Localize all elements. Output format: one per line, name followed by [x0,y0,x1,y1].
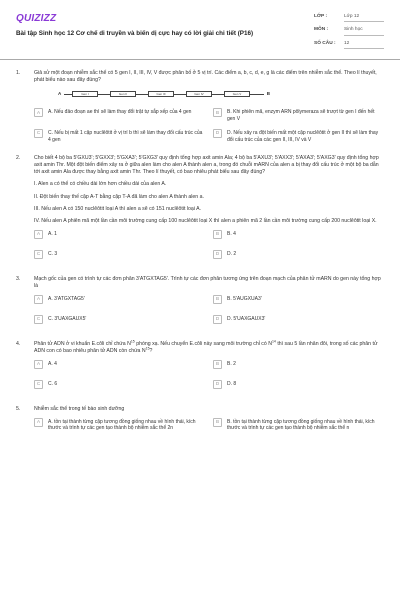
option-letter-box: B [213,418,222,427]
answer-option-a[interactable] [34,230,205,244]
question-count-label: SỐ CÂU : [314,40,336,46]
answer-option-b[interactable] [213,418,384,433]
option-letter-box: A [34,230,43,239]
question-number: 4. [16,340,21,347]
option-text: B. 4 [227,230,236,237]
answer-option-c[interactable] [34,315,205,329]
answer-options [34,230,384,264]
subject-value: Sinh học [344,27,384,35]
worksheet-title: Bài tập Sinh học 12 Cơ chế di truyền và biến dị cực hay có lời giải chi tiết (P16) [16,29,254,37]
diagram-end-right: B [266,91,270,97]
question-text: Nhiễm sắc thể trong tế bào sinh dưỡng [34,405,125,412]
statement: IV. Nếu alen A phiên mã một lần cần môi trường cung cấp 100 nuclêôtit loại X thì alen a phiên mã 2 lần cần môi trường cung cấp 200 nuclêôtit loại X. [34,217,377,224]
question-body [34,276,384,333]
statement: III. Nếu alen A có 150 nuclêôtit loại A thì alen a sẽ có 151 nuclêôtit loại A. [34,205,201,212]
class-value: Lớp 12 [344,14,384,22]
question-count-value: 12 [344,41,384,49]
diagram-end-left: A [58,91,62,97]
option-text: B. 5'AUGXUA3' [227,295,262,302]
quizizz-logo: QUIZIZZ [16,13,57,24]
answer-option-d[interactable] [213,315,384,329]
option-text: D. Nếu xảy ra đột biến mất một cặp nuclêôtit ở gen II thì sẽ làm thay đổi cấu trúc của các gen II, III, IV và V [227,129,379,143]
question-number: 1. [16,70,21,77]
option-letter-box: C [34,380,43,389]
answer-options [34,108,384,143]
option-text: C. 6 [48,380,58,387]
option-letter-box: C [34,129,43,138]
option-letter-box: C [34,250,43,259]
answer-option-d[interactable] [213,129,384,144]
question-text: Cho biết 4 bộ ba 5'GXU3'; 5'GXX3'; 5'GXA3'; 5'GXG3' quy định tổng hợp axit amin Ala; 4 bộ ba 5'AXU3'; 5'AXX3'; 5'AXA3'; 5'AXG3' quy định tổng hợp axit amin Thr. Một đột biến điểm xảy ra ở giữa alen làm cho alen A thành alen a, trong đó chuỗi mARN của alen a bị thay đổi cấu trúc ở một bộ ba dẫn tới axit amin Ala được thay bằng axit amin Thr. Theo lí thuyết, có bao nhiêu phát biểu sau đây đúng? [34,155,379,176]
question-number: 5. [16,405,21,412]
answer-option-d[interactable] [213,250,384,264]
worksheet-meta [314,14,384,49]
text-run: phóng xạ. Nếu chuyển E.côli này sang môi trường chỉ có N [134,340,272,347]
question-3 [16,276,384,333]
answer-options [34,295,384,329]
gene-box: Gen IV [186,91,212,97]
answer-option-a[interactable] [34,295,205,309]
gene-box: Gen III [148,91,174,97]
option-text: A. Nếu đảo đoạn ae thì sẽ làm thay đổi trật tự sắp xếp của 4 gen [48,109,192,116]
option-letter-box: D [213,250,222,259]
gene-box: Gen I [72,91,98,97]
question-text: Mạch gốc của gen có trình tự các đơn phân 3'ATGXTAG5'. Trình tự các đơn phân tương ứng trên đoạn mạch của phân tử mARN do gen này tổng hợp là [34,275,381,289]
answer-option-c[interactable] [34,250,205,264]
option-letter-box: B [213,108,222,117]
answer-option-c[interactable] [34,129,205,144]
class-label: LỚP : [314,14,328,19]
answer-option-d[interactable] [213,380,384,394]
question-text [34,338,384,355]
option-letter-box: B [213,295,222,304]
option-text: D. 5'UAXGAUX3' [227,315,266,322]
gene-box: Gen V [224,91,250,97]
answer-options [34,360,384,394]
option-letter-box: A [34,295,43,304]
option-text: A. 4 [48,360,57,367]
option-text: D. 2 [227,250,237,257]
option-text: C. Nếu bị mất 1 cặp nuclêôtit ở vị trí b thì sẽ làm thay đổi cấu trúc của 4 gen [48,129,203,143]
answer-option-a[interactable] [34,108,205,123]
answer-option-b[interactable] [213,360,384,374]
answer-option-b[interactable] [213,295,384,309]
question-number: 3. [16,275,21,282]
question-text: Giả sử một đoạn nhiễm sắc thể có 5 gen I, II, III, IV, V được phân bố ở 5 vị trí. Các điểm a, b, c, d, e, g là các điểm trên nhiễm sắc thể. Theo lí thuyết, phát biểu nào sau đây đúng? [34,70,377,84]
statement: II. Đột biến thay thế cặp A-T bằng cặp T-A đã làm cho alen A thành alen a. [34,193,204,200]
answer-option-c[interactable] [34,380,205,394]
question-body [34,406,384,437]
text-run: ? [149,347,153,354]
question-5 [16,406,384,437]
question-4 [16,338,384,398]
option-text: B. tồn tại thành từng cặp tương đồng giống nhau về hình thái, kích thước và trình tự các gen tạo thành bộ nhiễm sắc thể n [227,418,375,432]
question-1 [16,70,384,147]
option-letter-box: C [34,315,43,324]
text-run: Phân tử ADN ở vi khuẩn E.côli chỉ chứa N [34,340,131,347]
option-letter-box: A [34,360,43,369]
question-body [34,155,384,267]
option-text: C. 3'UAXGAUX5' [48,315,87,322]
option-text: A. 3'ATGXTAG5' [48,295,85,302]
option-letter-box: D [213,129,222,138]
answer-options [34,418,384,433]
option-text: B. 2 [227,360,236,367]
question-2 [16,155,384,267]
superscript: 15 [130,338,135,343]
question-number: 2. [16,155,21,162]
option-letter-box: B [213,360,222,369]
option-text: C. 3 [48,250,58,257]
option-text: A. tồn tại thành từng cặp tương đồng giống nhau về hình thái, kích thước và trình tự các gen tạo thành bộ nhiễm sắc thể 2n [48,418,196,432]
option-letter-box: A [34,418,43,427]
header-left [16,12,253,38]
answer-option-a[interactable] [34,418,205,433]
question-body [34,70,384,147]
header-divider [0,59,400,60]
option-letter-box: A [34,108,43,117]
question-body [34,338,384,398]
text-run: thì sau 5 lần nhân đôi, trong số các phân tử ADN con có bao nhiêu phân tử ADN còn chứa N [34,340,378,354]
option-text: A. 1 [48,230,57,237]
option-text: B. Khi phiên mã, enzym ARN pôlymeraza sẽ trượt từ gen I đến hết gen V [227,109,375,123]
superscript: 14 [271,338,276,343]
answer-option-b[interactable] [213,108,384,123]
statement: I. Alen a có thể có chiều dài lớn hơn chiều dài của alen A. [34,181,167,188]
option-letter-box: D [213,380,222,389]
subject-label: MÔN : [314,27,329,33]
superscript: 15 [145,345,150,350]
option-text: D. 8 [227,380,237,387]
gene-box: Gen II [110,91,136,97]
option-letter-box: B [213,230,222,239]
option-letter-box: D [213,315,222,324]
answer-option-a[interactable] [34,360,205,374]
answer-option-b[interactable] [213,230,384,244]
worksheet-header [16,12,384,49]
gene-diagram [58,89,270,101]
